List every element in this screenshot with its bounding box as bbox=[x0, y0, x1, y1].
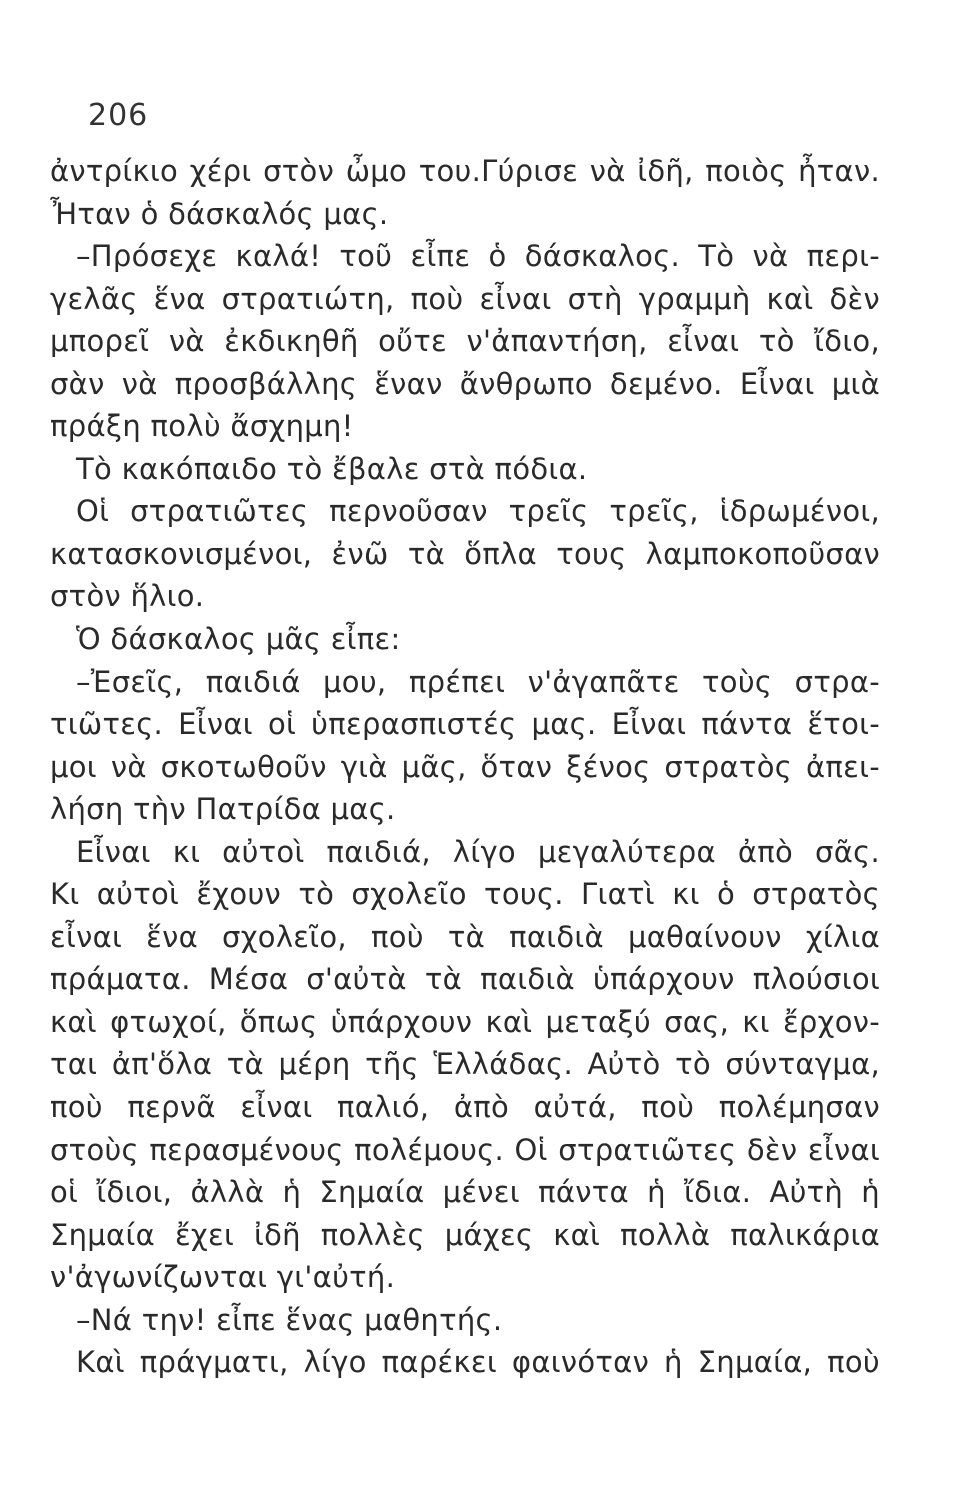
text-line: Ἦταν ὁ δάσκαλός μας. bbox=[50, 196, 389, 231]
page-number: 206 bbox=[88, 98, 149, 133]
text-line: ν'ἀγωνίζωνται γι'αὐτή. bbox=[50, 1260, 396, 1295]
text-line: μπορεῖ νὰ ἐκδικηθῆ οὔτε ν'ἀπαντήση, εἶναι τὸ ἴδιο, bbox=[50, 324, 880, 359]
text-line: λήση τὴν Πατρίδα μας. bbox=[50, 792, 396, 827]
text-line: –Πρόσεχε καλά! τοῦ εἶπε ὁ δάσκαλος. Τὸ νὰ περι- bbox=[76, 239, 880, 274]
text-line: οἱ ἴδιοι, ἀλλὰ ἡ Σημαία μένει πάντα ἡ ἴδια. Αὐτὴ ἡ bbox=[50, 1175, 880, 1210]
text-line: τιῶτες. Εἶναι οἱ ὑπερασπιστές μας. Εἶναι πάντα ἕτοι- bbox=[50, 707, 880, 742]
text-line: πράξη πολὺ ἄσχημη! bbox=[50, 409, 354, 444]
text-line: πράματα. Μέσα σ'αὐτὰ τὰ παιδιὰ ὑπάρχουν πλούσιοι bbox=[50, 962, 880, 997]
text-line: κατασκονισμένοι, ἐνῶ τὰ ὅπλα τους λαμποκοποῦσαν bbox=[50, 536, 880, 571]
text-line: ἀντρίκιο χέρι στὸν ὦμο του.Γύρισε νὰ ἰδῆ, ποιὸς ἦταν. bbox=[50, 154, 880, 188]
text-line: Σημαία ἔχει ἰδῆ πολλὲς μάχες καὶ πολλὰ παλικάρια bbox=[50, 1217, 880, 1252]
text-line: εἶναι ἕνα σχολεῖο, ποὺ τὰ παιδιὰ μαθαίνουν χίλια bbox=[50, 919, 880, 954]
text-line: Καὶ πράγματι, λίγο παρέκει φαινόταν ἡ Σημαία, ποὺ bbox=[76, 1345, 880, 1380]
text-line: Κι αὐτοὶ ἔχουν τὸ σχολεῖο τους. Γιατὶ κι ὁ στρατὸς bbox=[50, 877, 880, 912]
text-line: στοὺς περασμένους πολέμους. Οἱ στρατιῶτες δὲν εἶναι bbox=[50, 1132, 880, 1167]
text-line: Ὁ δάσκαλος μᾶς εἶπε: bbox=[76, 622, 401, 657]
text-line: μοι νὰ σκοτωθοῦν γιὰ μᾶς, ὅταν ξένος στρατὸς ἀπει- bbox=[50, 749, 880, 784]
text-line: σὰν νὰ προσβάλλης ἕναν ἄνθρωπο δεμένο. Εἶναι μιὰ bbox=[50, 366, 880, 401]
text-line: –Ἐσεῖς, παιδιά μου, πρέπει ν'ἀγαπᾶτε τοὺς στρα- bbox=[76, 664, 880, 699]
text-line: Τὸ κακόπαιδο τὸ ἔβαλε στὰ πόδια. bbox=[76, 451, 588, 486]
text-line: καὶ φτωχοί, ὅπως ὑπάρχουν καὶ μεταξύ σας, κι ἔρχον- bbox=[50, 1004, 880, 1039]
text-line: –Νά την! εἶπε ἕνας μαθητής. bbox=[76, 1302, 503, 1337]
text-line: ται ἀπ'ὅλα τὰ μέρη τῆς Ἑλλάδας. Αὐτὸ τὸ σύνταγμα, bbox=[50, 1047, 880, 1082]
text-line: ποὺ περνᾶ εἶναι παλιό, ἀπὸ αὐτά, ποὺ πολέμησαν bbox=[50, 1090, 880, 1125]
text-line: Οἱ στρατιῶτες περνοῦσαν τρεῖς τρεῖς, ἱδρωμένοι, bbox=[76, 494, 880, 529]
text-line: Εἶναι κι αὐτοὶ παιδιά, λίγο μεγαλύτερα ἀπὸ σᾶς. bbox=[76, 834, 880, 869]
body-text bbox=[50, 150, 880, 1384]
text-line: γελᾶς ἕνα στρατιώτη, ποὺ εἶναι στὴ γραμμὴ καὶ δὲν bbox=[50, 281, 880, 316]
text-line: στὸν ἥλιο. bbox=[50, 579, 205, 614]
